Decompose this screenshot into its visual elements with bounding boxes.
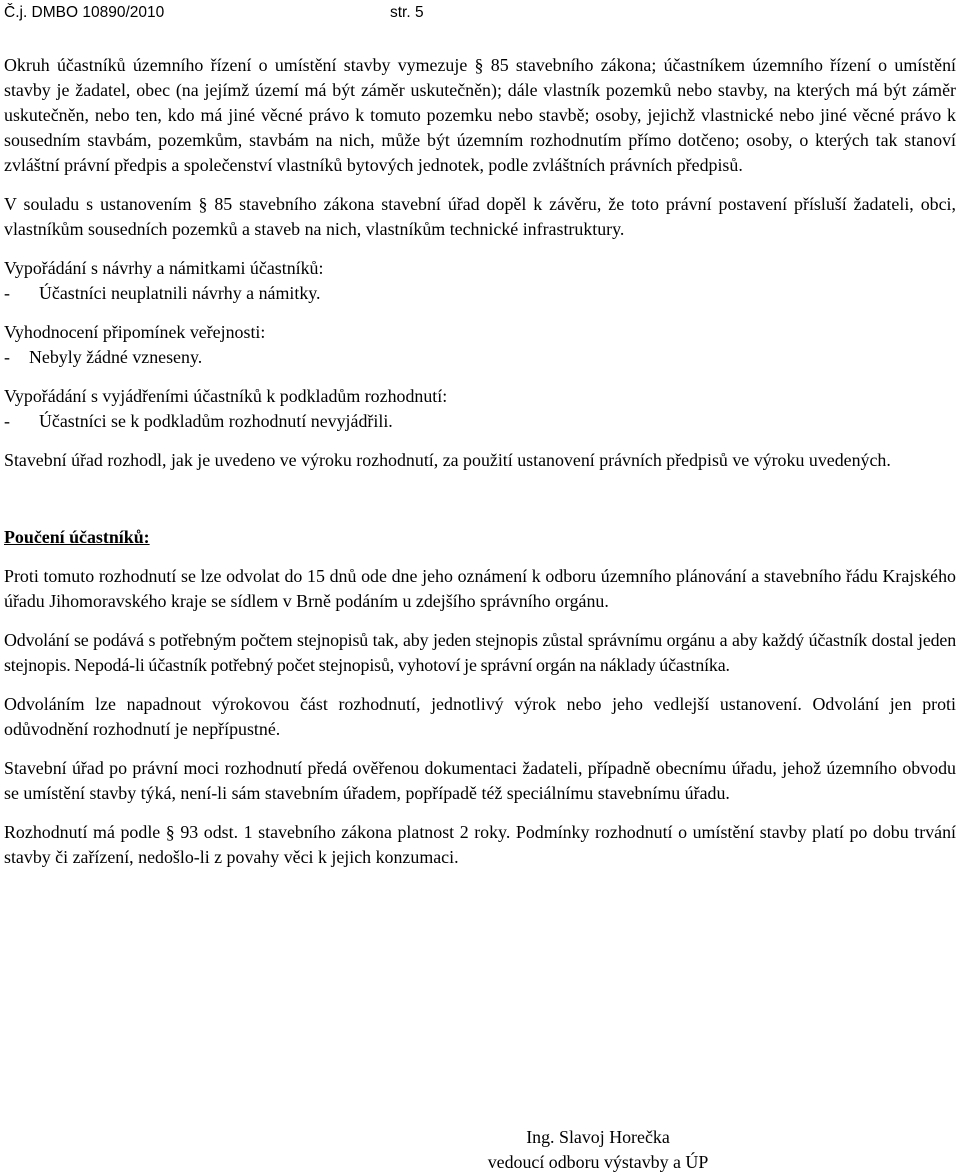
- list-item-public-comments: [4, 345, 956, 370]
- list-dash: -: [4, 283, 10, 303]
- paragraph-appeal-scope: Odvoláním lze napadnout výrokovou část rozhodnutí, jednotlivý výrok nebo jeho vedlejší ustanovení. Odvolání jen proti odůvodnění rozhodnutí je nepřípustné.: [4, 694, 956, 739]
- signatory-name: Ing. Slavoj Horečka: [526, 1127, 670, 1147]
- document-body: [4, 53, 956, 870]
- list-item-text: Účastníci neuplatnili návrhy a námitky.: [39, 283, 321, 303]
- paragraph-appeal-copies: Odvolání se podává s potřebným počtem stejnopisů tak, aby jeden stejnopis zůstal správnímu orgánu a aby každý účastník dostal jeden stejnopis. Nepodá-li účastník potřebný počet stejnopisů, vyhotoví je správní orgán na náklady účastníka.: [4, 630, 956, 675]
- paragraph-documentation: Stavební úřad po právní moci rozhodnutí předá ověřenou dokumentaci žadateli, případně obecnímu úřadu, jehož územního obvodu se umístění stavby týká, není-li sám stavebním úřadem, popřípadě též speciálnímu stavebnímu úřadu.: [4, 758, 956, 803]
- section-heading-objections: Vypořádání s návrhy a námitkami účastníků:: [4, 258, 324, 278]
- reference-number: Č.j. DMBO 10890/2010: [4, 4, 165, 21]
- list-dash: -: [4, 411, 10, 431]
- paragraph-participants-scope: Okruh účastníků územního řízení o umístění stavby vymezuje § 85 stavebního zákona; účastníkem územního řízení o umístění stavby je žadatel, obec (na jejímž území má být záměr uskutečněn); dále vlastník pozemků nebo stavby, na kterých má být záměr uskutečněn, nebo ten, kdo má jiné věcné právo k tomuto pozemku nebo stavbě; osoby, jejichž vlastnické nebo jiné věcné právo k sousedním stavbám, pozemkům, stavbám na nich, může být územním rozhodnutím přímo dotčeno; osoby, o kterých tak stanoví zvláštní právní předpis a společenství vlastníků bytových jednotek, podle zvláštních právních předpisů.: [4, 55, 956, 175]
- signatory-title: vedoucí odboru výstavby a ÚP: [487, 1152, 709, 1172]
- section-heading-statements: Vypořádání s vyjádřeními účastníků k podkladům rozhodnutí:: [4, 386, 448, 406]
- list-item-text: Nebyly žádné vzneseny.: [29, 347, 203, 367]
- section-heading-public-comments: Vyhodnocení připomínek veřejnosti:: [4, 322, 266, 342]
- paragraph-appeal-deadline: Proti tomuto rozhodnutí se lze odvolat do 15 dnů ode dne jeho oznámení k odboru územního plánování a stavebního řádu Krajského úřadu Jihomoravského kraje se sídlem v Brně podáním u zdejšího správního orgánu.: [4, 566, 956, 611]
- section-heading-instruction: Poučení účastníků:: [4, 527, 150, 547]
- list-dash: -: [4, 347, 10, 367]
- paragraph-validity: Rozhodnutí má podle § 93 odst. 1 stavebního zákona platnost 2 roky. Podmínky rozhodnutí o umístění stavby platí po dobu trvání stavby či zařízení, nedošlo-li z povahy věci k jejich konzumaci.: [4, 822, 956, 867]
- paragraph-participants-status: V souladu s ustanovením § 85 stavebního zákona stavební úřad dopěl k závěru, že toto právní postavení přísluší žadateli, obci, vlastníkům sousedních pozemků a staveb na nich, vlastníkům technické infrastruktury.: [4, 194, 956, 239]
- page-number: str. 5: [390, 4, 424, 21]
- list-item-objections: [4, 281, 956, 306]
- signature-block: [458, 1125, 738, 1175]
- paragraph-decision: Stavební úřad rozhodl, jak je uvedeno ve výroku rozhodnutí, za použití ustanovení právních předpisů ve výroku uvedených.: [4, 450, 891, 470]
- page-header: [4, 4, 424, 22]
- list-item-text: Účastníci se k podkladům rozhodnutí nevyjádřili.: [39, 411, 393, 431]
- list-item-statements: [4, 409, 956, 434]
